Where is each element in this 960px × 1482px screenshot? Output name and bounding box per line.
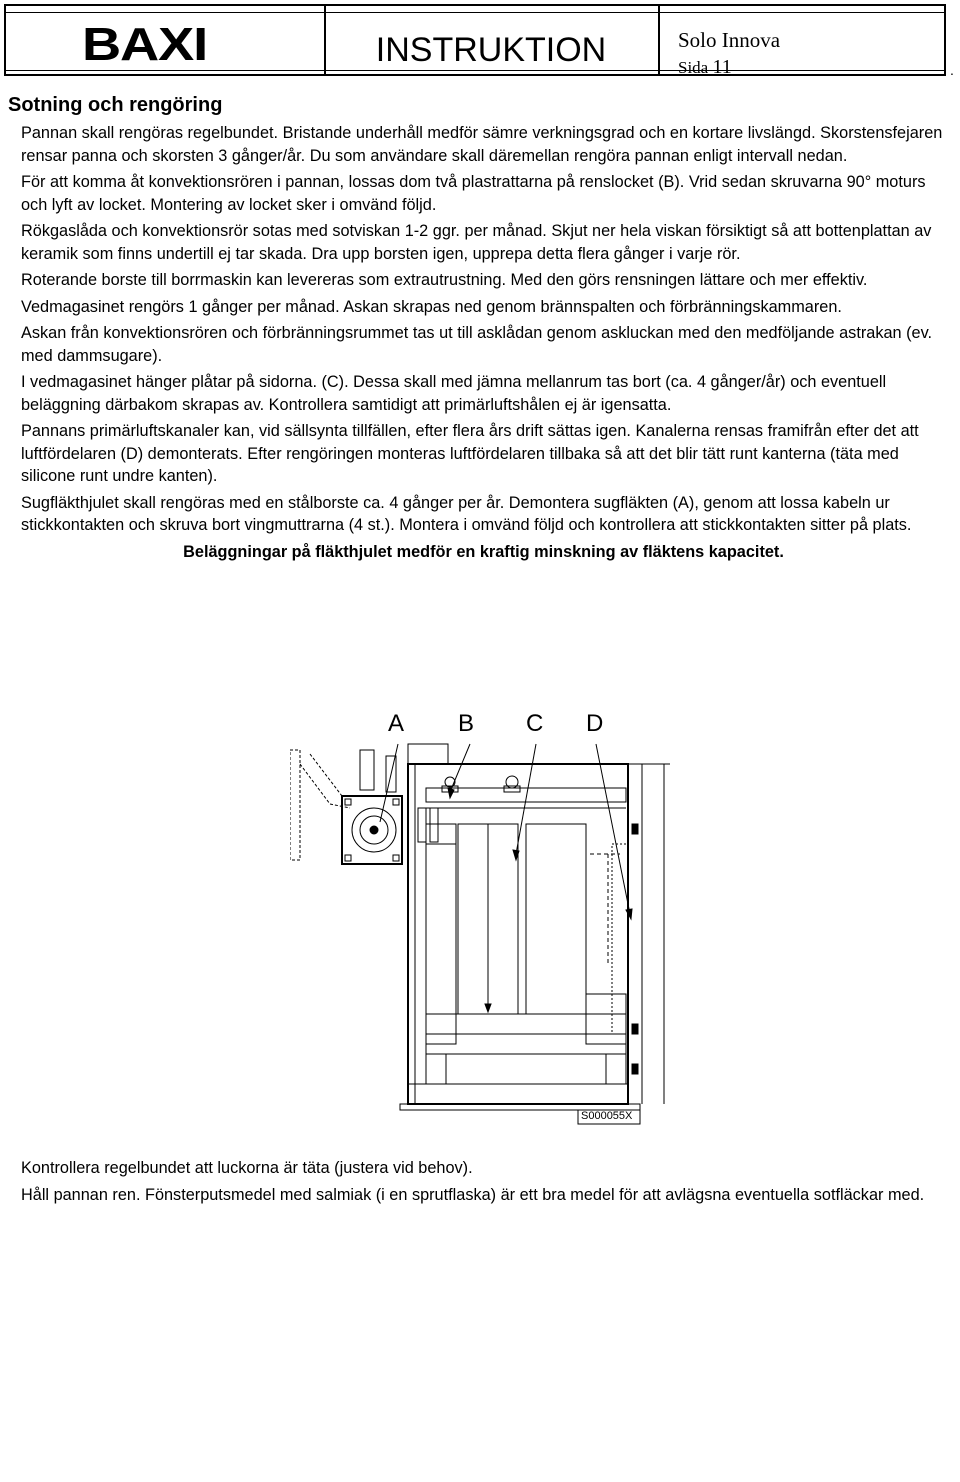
label-b: B xyxy=(458,710,475,737)
logo-cell xyxy=(6,6,326,74)
paragraph: Vedmagasinet rengörs 1 gånger per månad. Askan skrapas ned genom brännspalten och förbränningskammaren. xyxy=(21,297,842,316)
page-number-label xyxy=(678,56,732,79)
section-body xyxy=(21,122,946,567)
boiler-cross-section-drawing xyxy=(290,704,670,1134)
paragraph: Kontrollera regelbundet att luckorna är täta (justera vid behov). xyxy=(21,1159,473,1177)
paragraph: Håll pannan ren. Fönsterputsmedel med salmiak (i en sprutflaska) är ett bra medel för att avlägsna eventuella sotfläckar med. xyxy=(21,1185,925,1204)
paragraph: För att komma åt konvektionsrören i pannan, lossas dom två plastrattarna på renslocket (B). Vrid sedan skruvarna 90° moturs och lyft av locket. Montering av locket sker i omvänd följd. xyxy=(21,173,926,214)
page-header xyxy=(4,4,946,76)
page-number: 11 xyxy=(712,56,732,78)
drawing-code: S000055X xyxy=(581,1110,633,1122)
label-a: A xyxy=(388,710,405,737)
label-c: C xyxy=(526,710,544,737)
page-prefix: Sida xyxy=(678,58,709,77)
product-name: Solo Innova xyxy=(678,28,781,52)
corner-mark: . xyxy=(950,62,954,78)
brand-logo: BAXI xyxy=(82,18,207,70)
paragraph: I vedmagasinet hänger plåtar på sidorna. (C). Dessa skall med jämna mellanrum tas bort (ca. 4 gånger/år) och eventuell beläggning därbakom skrapas av. Kontrollera samtidigt att primärluftshålen ej är igensatta. xyxy=(21,373,887,414)
paragraph: Roterande borste till borrmaskin kan levereras som extrautrustning. Med den görs rensningen lättare och mer effektiv. xyxy=(21,271,868,289)
label-d: D xyxy=(586,710,604,737)
info-cell xyxy=(658,6,944,78)
paragraph: Pannan skall rengöras regelbundet. Bristande underhåll medför sämre verkningsgrad och en kortare livslängd. Skorstensfejaren rensar panna och skorsten 3 gånger/år. Du som användare skall däremellan rengöra pannan enligt intervall nedan. xyxy=(21,124,943,165)
paragraph: Pannans primärluftskanaler kan, vid sällsynta tillfällen, efter flera års drift sättas igen. Kanalerna rensas framifrån efter det att luftfördelaren (D) demonterats. Efter rengöringen monteras luftfördelaren tillbaka så att det blir tätt runt kanterna (täta med silicone runt undre kanten). xyxy=(21,422,919,485)
paragraph: Askan från konvektionsrören och förbränningsrummet tas ut till asklådan genom askluckan med den medföljande astrakan (ev. med dammsugare). xyxy=(21,324,933,365)
boiler-diagram xyxy=(290,704,670,1134)
paragraph: Rökgaslåda och konvektionsrör sotas med sotviskan 1-2 ggr. per månad. Skjut ner hela viskan försiktigt så att bottenplattan av keramik som finns undertill ej tar skada. Dra upp borsten igen, upprepa detta flera gånger i varje rör. xyxy=(21,222,932,263)
footer-body xyxy=(21,1157,946,1210)
document-title: INSTRUKTION xyxy=(375,31,607,69)
title-cell xyxy=(324,6,660,74)
section-title: Sotning och rengöring xyxy=(8,94,223,116)
paragraph: Sugfläkthjulet skall rengöras med en stålborste ca. 4 gånger per år. Demontera sugfläkten (A), genom att lossa kabeln ur stickkontakten och skruva bort vingmuttrarna (4 st.). Montera i omvänd följd och kontrollera att stickkontakten sitter på plats. xyxy=(21,493,912,534)
warning-note: Beläggningar på fläkthjulet medför en kraftig minskning av fläktens kapacitet. xyxy=(183,542,784,561)
